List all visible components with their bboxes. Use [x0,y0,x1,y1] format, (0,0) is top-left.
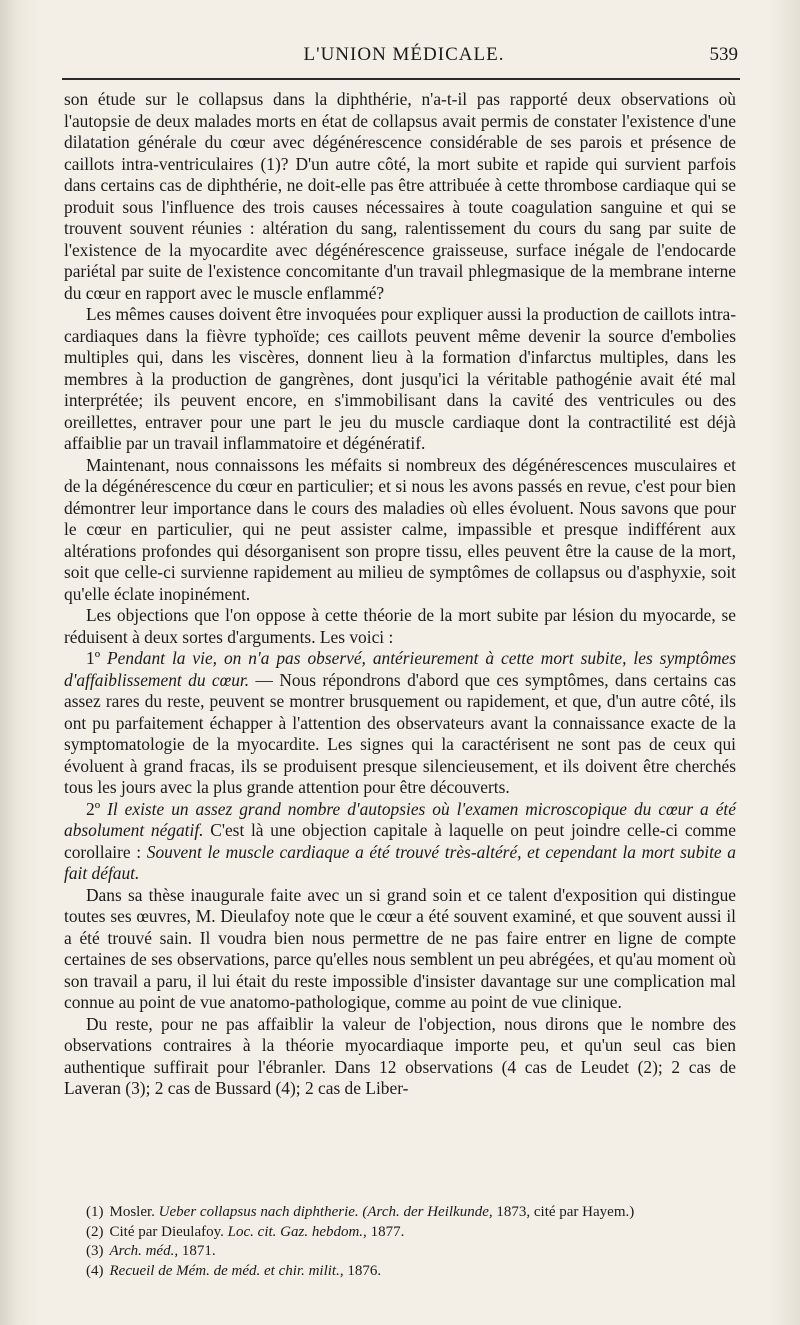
footnotes [86,1203,746,1281]
paragraph-7: Dans sa thèse inaugurale faite avec un si grand soin et ce talent d'exposition qui distingue toutes ses œuvres, M. Dieulafoy note que le cœur a été souvent examiné, et que souvent aussi il a été trouvé sain. Il voudra bien nous permettre de ne pas faire entrer en ligne de compte certaines de ses observations, parce qu'elles nous semblent un peu abrégées, et qu'au moment où son travail a paru, il lui était du reste impossible d'insister davantage sur une complication mal connue au point de vue anatomo-pathologique, comme au point de vue clinique. [64,884,736,1012]
paragraph-6 [64,799,736,885]
objection-number-2: 2º [86,798,101,819]
objection-1-statement: Pendant la vie, on n'a pas observé, antérieurement à cette mort subite, les symptômes d'affaiblissement du cœur. [64,648,736,690]
paragraph-5 [64,648,736,799]
footnote-2: (2) Cité par Dieulafoy. Loc. cit. Gaz. hebdom., 1877. [86,1223,405,1240]
paragraph-3: Maintenant, nous connaissons les méfaits si nombreux des dégénérescences musculaires et de la dégénérescence du cœur en particulier; et si nous les avons passés en revue, c'est pour bien démontrer leur importance dans le cours des maladies où elles évoluent. Nous savons que pour le cœur en particulier, qui ne peut assister calme, impassible et presque indifférent aux altérations profondes qui désorganisent son propre tissu, elles peuvent être la cause de la mort, soit que celle-ci survienne rapidement au milieu de symptômes de collapsus ou d'asphyxie, soit qu'elle éclate inopinément. [64,454,736,604]
footnote-4: (4) Recueil de Mém. de méd. et chir. milit., 1876. [86,1262,382,1279]
objection-2-comment: C'est là une objection capitale à laquelle on peut joindre celle-ci comme corollaire : [64,820,737,862]
objection-2-statement: Il existe un assez grand nombre d'autopsies où l'examen microscopique du cœur a été absolument négatif. [64,798,736,840]
paragraph-2: Les mêmes causes doivent être invoquées pour expliquer aussi la production de caillots intra-cardiaques dans la fièvre typhoïde; ces caillots peuvent même devenir la source d'embolies multiples qui, dans les viscères, donnent lieu à la formation d'infarctus multiples, dans les membres à la production de gangrènes, dont jusqu'ici la véritable pathogénie avait été mal interprétée; ils peuvent encore, en s'immobilisant dans la cavité des ventricules ou des oreillettes, entraver pour une part le jeu du muscle cardiaque dont la contractilité est déjà affaiblie par un travail inflammatoire et dégénératif. [64,304,736,453]
objection-2-corollary: Souvent le muscle cardiaque a été trouvé très-altéré, et cependant la mort subite a fait défaut. [64,841,736,883]
objection-1-reply: — Nous répondrons d'abord que ces symptômes, dans certains cas assez rares du reste, peuvent se montrer brusquement ou rapidement, et que, d'un autre côté, ils ont pu parfaitement échapper à l'attention des observateurs avant la connaissance exacte de la symptomatologie de la myocardite. Les signes qui la caractérisent ne sont pas de ceux qui évoluent à grand fracas, ils se produisent presque silencieusement, et ils doivent être cherchés tous les jours avec la plus grande attention pour être découverts. [64,669,736,797]
paragraph-4: Les objections que l'on oppose à cette théorie de la mort subite par lésion du myocarde, se réduisent à deux sortes d'arguments. Les voici : [64,605,736,647]
footnote-1: (1) Mosler. Ueber collapsus nach diphtherie. (Arch. der Heilkunde, 1873, cité par Hayem.) [86,1204,635,1220]
objection-number-1: 1º [86,648,101,668]
running-title: L'UNION MÉDICALE. [303,44,505,65]
paragraph-8: Du reste, pour ne pas affaiblir la valeur de l'objection, nous dirons que le nombre des observations contraires à la théorie myocardiaque importe peu, et qu'un seul cas bien authentique suffirait pour l'ébranler. Dans 12 observations (4 cas de Leudet (2); 2 cas de Laveran (3); 2 cas de Bussard (4); 2 cas de Liber- [64,1013,736,1098]
page-number: 539 [709,44,738,65]
header-rule [62,78,740,80]
page-header [70,44,738,72]
paragraph-1: son étude sur le collapsus dans la diphthérie, n'a-t-il pas rapporté deux observations où l'autopsie de deux malades morts en état de collapsus avait permis de constater l'existence d'une dilatation générale du cœur avec dégénérescence considérable de ses parois et présence de caillots intra-ventriculaires (1)? D'un autre côté, la mort subite et rapide qui survient parfois dans certains cas de diphthérie, ne doit-elle pas être attribuée à cette thrombose cardiaque qui se produit sous l'influence des trois causes nécessaires à toute coagulation sanguine et qui se trouvent souvent réunies : altération du sang, ralentissement du cours du sang par suite de l'existence de la myocardite avec dégénérescence graisseuse, surface inégale de l'endocarde pariétal par suite de l'existence concomitante d'un travail phlegmasique de la membrane interne du cœur en rapport avec le muscle enflammé? [64,89,736,303]
article-body [64,89,736,1100]
footnote-3: (3) Arch. méd., 1871. [86,1243,216,1259]
